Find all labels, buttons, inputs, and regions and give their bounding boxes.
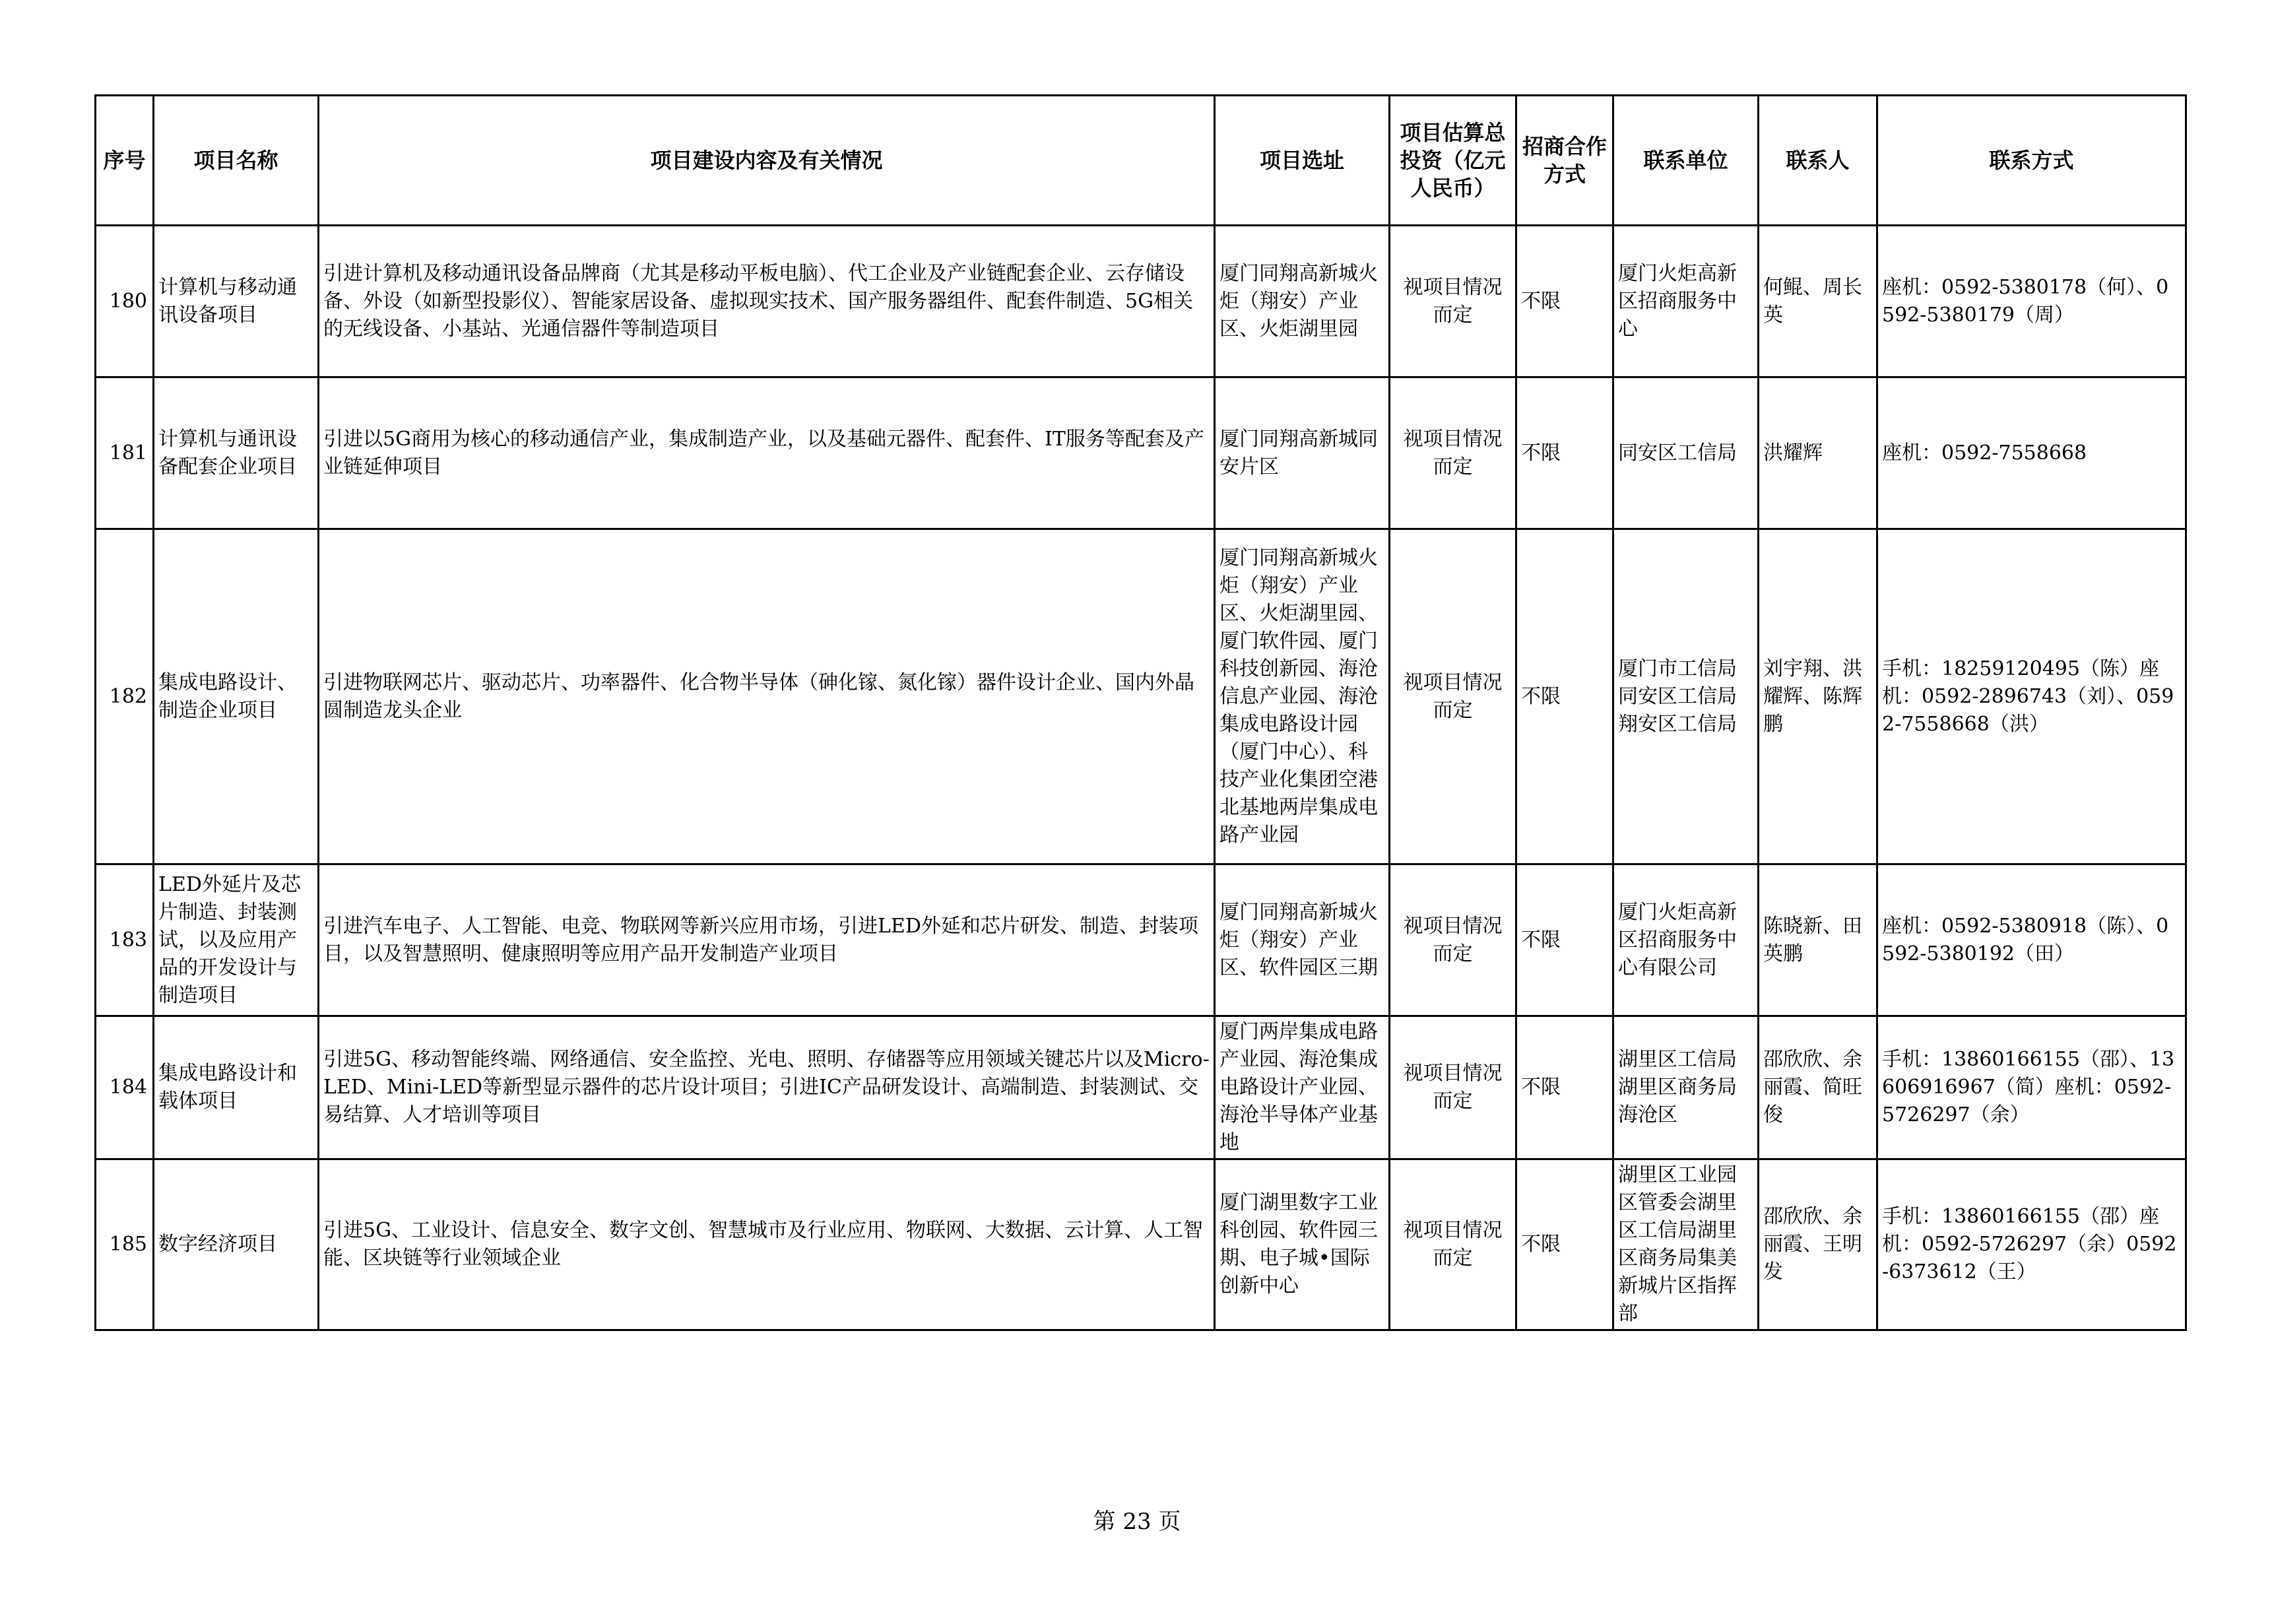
row-investment: 视项目情况而定 [1390,377,1516,529]
row-investment: 视项目情况而定 [1390,1016,1516,1159]
row-person: 邵欣欣、余丽霞、王明发 [1759,1159,1877,1330]
row-mode: 不限 [1516,864,1613,1016]
row-contact: 座机：0592-5380178（何）、0592-5380179（周） [1877,226,2186,377]
header-unit: 联系单位 [1613,96,1759,226]
row-investment: 视项目情况而定 [1390,226,1516,377]
row-seq: 180 [96,226,154,377]
row-mode: 不限 [1516,1016,1613,1159]
header-investment: 项目估算总投资（亿元人民币） [1390,96,1516,226]
table-row [96,864,2186,1016]
row-content: 引进以5G商用为核心的移动通信产业，集成制造产业，以及基础元器件、配套件、IT服务等配套及产业链延伸项目 [319,377,1215,529]
row-mode: 不限 [1516,1159,1613,1330]
table-row [96,226,2186,377]
row-unit: 同安区工信局 [1613,377,1759,529]
row-name: 集成电路设计、制造企业项目 [154,529,319,864]
table-row [96,377,2186,529]
row-contact: 手机：13860166155（邵）、13606916967（简）座机：0592-5726297（余） [1877,1016,2186,1159]
row-investment: 视项目情况而定 [1390,529,1516,864]
row-location: 厦门同翔高新城火炬（翔安）产业区、软件园区三期 [1215,864,1390,1016]
row-investment: 视项目情况而定 [1390,864,1516,1016]
row-location: 厦门两岸集成电路产业园、海沧集成电路设计产业园、海沧半导体产业基地 [1215,1016,1390,1159]
header-seq: 序号 [96,96,154,226]
row-unit: 厦门火炬高新区招商服务中心有限公司 [1613,864,1759,1016]
row-person: 邵欣欣、余丽霞、简旺俊 [1759,1016,1877,1159]
row-seq: 181 [96,377,154,529]
row-content: 引进计算机及移动通讯设备品牌商（尤其是移动平板电脑）、代工企业及产业链配套企业、云存储设备、外设（如新型投影仪）、智能家居设备、虚拟现实技术、国产服务器组件、配套件制造、5G相关的无线设备、小基站、光通信器件等制造项目 [319,226,1215,377]
row-seq: 183 [96,864,154,1016]
header-contact: 联系方式 [1877,96,2186,226]
row-name: 数字经济项目 [154,1159,319,1330]
row-name: 计算机与通讯设备配套企业项目 [154,377,319,529]
row-content: 引进5G、工业设计、信息安全、数字文创、智慧城市及行业应用、物联网、大数据、云计算、人工智能、区块链等行业领域企业 [319,1159,1215,1330]
row-mode: 不限 [1516,377,1613,529]
table-row [96,1159,2186,1330]
row-contact: 手机：18259120495（陈）座机：0592-2896743（刘）、0592-7558668（洪） [1877,529,2186,864]
row-name: 计算机与移动通讯设备项目 [154,226,319,377]
page-number: 第 23 页 [1093,1509,1181,1535]
row-location: 厦门同翔高新城火炬（翔安）产业区、火炬湖里园、厦门软件园、厦门科技创新园、海沧信息产业园、海沧集成电路设计园（厦门中心）、科技产业化集团空港北基地两岸集成电路产业园 [1215,529,1390,864]
row-location: 厦门湖里数字工业科创园、软件园三期、电子城•国际创新中心 [1215,1159,1390,1330]
row-unit: 厦门市工信局同安区工信局翔安区工信局 [1613,529,1759,864]
row-mode: 不限 [1516,226,1613,377]
row-name: LED外延片及芯片制造、封装测试，以及应用产品的开发设计与制造项目 [154,864,319,1016]
table-header-row [96,96,2186,226]
row-seq: 182 [96,529,154,864]
header-content: 项目建设内容及有关情况 [319,96,1215,226]
row-name: 集成电路设计和载体项目 [154,1016,319,1159]
row-unit: 湖里区工信局湖里区商务局海沧区 [1613,1016,1759,1159]
table-row [96,529,2186,864]
row-contact: 座机：0592-7558668 [1877,377,2186,529]
row-person: 洪耀辉 [1759,377,1877,529]
row-location: 厦门同翔高新城火炬（翔安）产业区、火炬湖里园 [1215,226,1390,377]
row-content: 引进汽车电子、人工智能、电竞、物联网等新兴应用市场，引进LED外延和芯片研发、制造、封装项目，以及智慧照明、健康照明等应用产品开发制造产业项目 [319,864,1215,1016]
row-mode: 不限 [1516,529,1613,864]
header-location: 项目选址 [1215,96,1390,226]
row-investment: 视项目情况而定 [1390,1159,1516,1330]
table-row [96,1016,2186,1159]
row-contact: 座机：0592-5380918（陈）、0592-5380192（田） [1877,864,2186,1016]
row-person: 陈晓新、田英鹏 [1759,864,1877,1016]
row-unit: 厦门火炬高新区招商服务中心 [1613,226,1759,377]
row-seq: 185 [96,1159,154,1330]
header-person: 联系人 [1759,96,1877,226]
row-unit: 湖里区工业园区管委会湖里区工信局湖里区商务局集美新城片区指挥部 [1613,1159,1759,1330]
row-contact: 手机：13860166155（邵）座机：0592-5726297（余）0592-6373612（王） [1877,1159,2186,1330]
header-project-name: 项目名称 [154,96,319,226]
row-person: 刘宇翔、洪耀辉、陈辉鹏 [1759,529,1877,864]
row-seq: 184 [96,1016,154,1159]
row-location: 厦门同翔高新城同安片区 [1215,377,1390,529]
header-mode: 招商合作方式 [1516,96,1613,226]
row-content: 引进5G、移动智能终端、网络通信、安全监控、光电、照明、存储器等应用领域关键芯片以及Micro-LED、Mini-LED等新型显示器件的芯片设计项目；引进IC产品研发设计、高端制造、封装测试、交易结算、人才培训等项目 [319,1016,1215,1159]
row-person: 何鲲、周长英 [1759,226,1877,377]
row-content: 引进物联网芯片、驱动芯片、功率器件、化合物半导体（砷化镓、氮化镓）器件设计企业、国内外晶圆制造龙头企业 [319,529,1215,864]
project-table [94,94,2187,1331]
